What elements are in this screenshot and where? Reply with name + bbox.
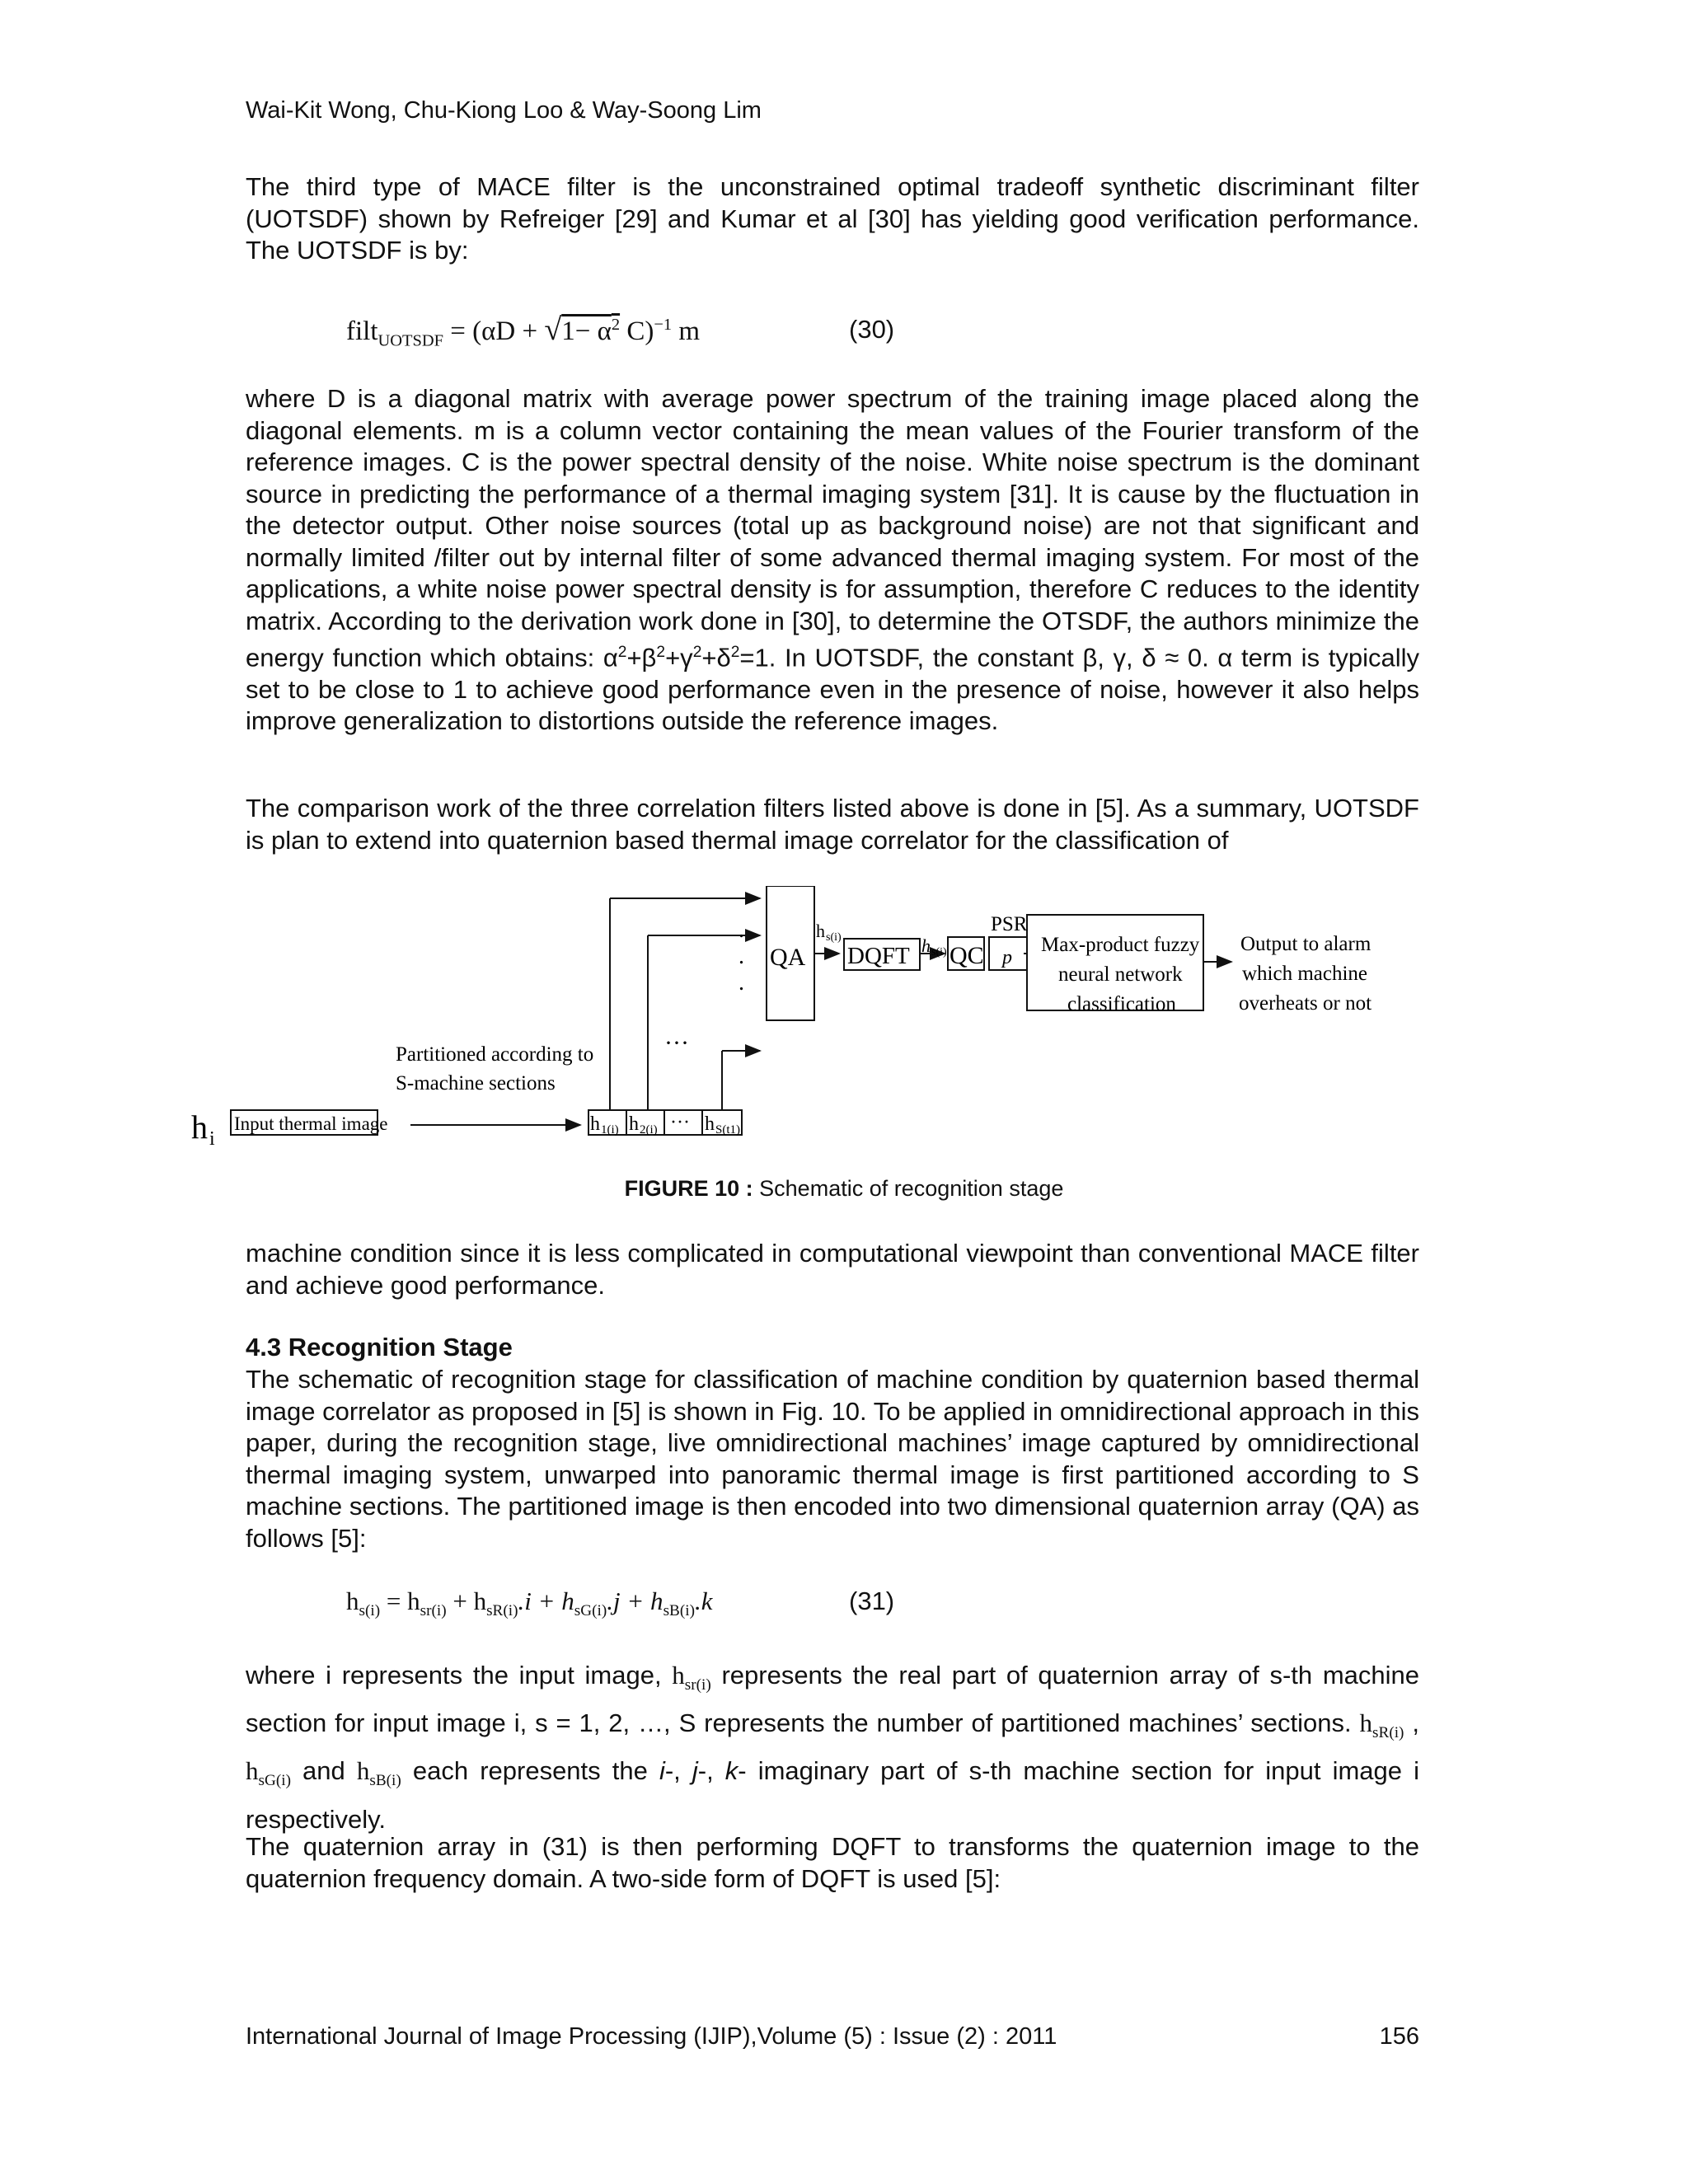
para2-text1: where D is a diagonal matrix with average power spectrum of the training image placed along the diagonal elements. m is a column vector containing the mean values of the Fourier transform of the reference images. C is the power spectral density of the noise. White noise spectrum is the dominant source in predicting the performance of a thermal imaging system [31]. It is cause by the fluctuation in the detector output. Other noise sources (total up as background noise) are not that significant and normally limited /filter out by internal filter of some advanced thermal imaging system. For most of the applications, a white noise power spectral density is for assumption, therefore C reduces to the identity matrix. According to the derivation work done in [30], to determine the OTSDF, the authors minimize the energy function which obtains: α <box>246 384 1419 673</box>
eq30-sub: UOTSDF <box>377 331 443 350</box>
p6-h3: h <box>246 1756 259 1786</box>
p6-h1: h <box>672 1661 685 1690</box>
caption-label: FIGURE 10 : <box>624 1176 753 1201</box>
hs-label: h <box>816 921 825 941</box>
figure-10-schematic <box>0 886 1688 1158</box>
hi-sub: i <box>209 1128 215 1150</box>
footer-journal: International Journal of Image Processing (IJIP),Volume (5) : Issue (2) : 2011 <box>246 2023 1057 2050</box>
p6-g: -, <box>697 1756 725 1786</box>
eq31-t2: .j + h <box>607 1586 663 1615</box>
cell-2-sub: 2(i) <box>640 1123 658 1137</box>
equation-30 <box>346 312 700 351</box>
p6-h1s: sr(i) <box>684 1676 711 1694</box>
equation-31 <box>346 1586 713 1620</box>
fuzzy-line-2: neural network <box>1058 963 1183 986</box>
p-label: p <box>1002 947 1012 968</box>
eq30-rhs1: = (αD + <box>450 316 545 346</box>
p6-h: - imaginary part of s-th machine section for input image i respectively. <box>246 1756 1419 1834</box>
para2-s3: 2 <box>692 644 702 661</box>
p6-h3s: sG(i) <box>258 1772 291 1790</box>
paragraph-dqft: The quaternion array in (31) is then performing DQFT to transforms the quaternion image to the quaternion frequency domain. A two-side form of DQFT is used [5]: <box>246 1832 1419 1893</box>
p6-h4s: sB(i) <box>369 1772 401 1790</box>
paragraph-machine-condition: machine condition since it is less complicated in computational viewpoint than conventional MACE filter and achieve good performance. <box>246 1239 1419 1300</box>
p6-i3: k <box>724 1756 738 1786</box>
cell-1: h <box>590 1113 600 1135</box>
p6-e: each represents the <box>401 1756 659 1786</box>
p6-d: and <box>290 1756 357 1786</box>
cell-3-sub: S(t1) <box>715 1123 740 1137</box>
qc-label: QC <box>950 942 984 969</box>
eq30-rad-sup: 2 <box>611 316 621 334</box>
figure-caption <box>0 1176 1688 1202</box>
eq30-radicand <box>561 316 620 346</box>
psr-label: PSR <box>991 913 1028 935</box>
p6-i1: i <box>659 1756 665 1786</box>
eq31-t3: .k <box>694 1586 713 1615</box>
paragraph-recognition-stage: The schematic of recognition stage for classification of machine condition by quaternion based thermal image correlator as proposed in [5] is shown in Fig. 10. To be applied in omnidirectional approach in this paper, during the recognition stage, live omnidirectional machines’ image captured by omnidirectional thermal imaging system, unwarped into panoramic thermal image is first partitioned according to S machine sections. The partitioned image is then encoded into two dimensional quaternion array (QA) as follows [5]: <box>246 1365 1419 1553</box>
paragraph-comparison: The comparison work of the three correlation filters listed above is done in [5]. As a summary, UOTSDF is plan to extend into quaternion based thermal image correlator for the classification of <box>246 794 1419 855</box>
p6-b: represents the real part of quaternion array of s-th machine section for input image i, s = 1, 2, …, S represents the number of partitioned machines’ sections. <box>246 1661 1419 1738</box>
eq30-rhs2: C) <box>620 316 654 346</box>
vertical-dot-1: . <box>738 917 744 943</box>
sqrt-symbol: √ <box>544 312 562 347</box>
eq31-s3: sG(i) <box>574 1602 607 1620</box>
output-line-3: overheats or not <box>1239 992 1372 1015</box>
eq30-exp: −1 <box>654 316 673 334</box>
hs-sub: s(i) <box>826 931 842 944</box>
eq30-rad: 1− α <box>561 316 612 346</box>
p6-h2s: sR(i) <box>1372 1724 1404 1742</box>
p6-i2: j <box>692 1756 698 1786</box>
caption-text: Schematic of recognition stage <box>753 1176 1064 1201</box>
page-footer <box>246 2023 1419 2050</box>
partition-label-1: Partitioned according to <box>396 1043 594 1066</box>
input-box-label: Input thermal image <box>234 1113 388 1134</box>
eq31-s4: sB(i) <box>663 1602 695 1620</box>
eq30-rhs3: m <box>672 316 700 346</box>
eq31-s1: sr(i) <box>420 1602 447 1620</box>
paragraph-quaternion-parts <box>246 1657 1419 1839</box>
qa-label: QA <box>770 944 806 971</box>
cell-1-sub: 1(i) <box>601 1123 619 1137</box>
cell-2: h <box>629 1113 639 1135</box>
running-header: Wai-Kit Wong, Chu-Kiong Loo & Way-Soong Lim <box>246 97 762 124</box>
fuzzy-line-1: Max-product fuzzy <box>1041 934 1200 956</box>
vertical-dot-2: . <box>738 944 744 969</box>
p6-h2: h <box>1359 1708 1373 1738</box>
mid-dots: ··· <box>664 1029 689 1057</box>
cell-dots: ··· <box>670 1112 690 1133</box>
para2-t4: +δ <box>701 643 731 673</box>
eq31-s2: sR(i) <box>486 1602 518 1620</box>
p6-c: , <box>1404 1708 1419 1738</box>
equation-30-number: (30) <box>849 315 895 344</box>
eq31-t1: .i + h <box>518 1586 574 1615</box>
para2-t2: +β <box>626 643 657 673</box>
vertical-dot-3: . <box>738 970 744 996</box>
dqft-label: DQFT <box>847 943 910 969</box>
output-line-1: Output to alarm <box>1240 933 1372 955</box>
p6-a: where i represents the input image, <box>246 1661 673 1690</box>
para2-s4: 2 <box>730 644 740 661</box>
section-heading: 4.3 Recognition Stage <box>246 1333 513 1361</box>
para2-s2: 2 <box>656 644 666 661</box>
eq31-eqs: = h <box>380 1586 420 1615</box>
eq31-h: h <box>346 1586 359 1615</box>
para2-s1: 2 <box>617 644 627 661</box>
p6-f: -, <box>664 1756 692 1786</box>
equation-31-number: (31) <box>849 1586 895 1615</box>
output-line-2: which machine <box>1242 963 1368 985</box>
eq31-p1: + h <box>446 1586 487 1615</box>
p6-h4: h <box>356 1756 370 1786</box>
partition-label-2: S-machine sections <box>396 1072 556 1094</box>
para2-t3: +γ <box>665 643 693 673</box>
hi-label: h <box>191 1108 208 1146</box>
hs2-label: h <box>921 935 931 956</box>
hs2-sub: s(i) <box>931 946 947 958</box>
para2-text2: =1. In UOTSDF, the constant β, γ, δ ≈ 0. α term is typically set to be close to 1 to achieve good performance even in the presence of noise, however it also helps improve generalization to distortions outside the reference images. <box>246 643 1419 736</box>
page-number: 156 <box>1379 2023 1419 2050</box>
paragraph-uotsdf-intro: The third type of MACE filter is the unconstrained optimal tradeoff synthetic discriminant filter (UOTSDF) shown by Refreiger [29] and Kumar et al [30] has yielding good verification performance. The UOTSDF is by: <box>246 172 1419 265</box>
cell-3: h <box>705 1113 715 1135</box>
paragraph-uotsdf-definitions <box>246 383 1419 738</box>
eq30-lhs: filt <box>346 316 378 346</box>
fuzzy-line-3: classification <box>1067 993 1176 1015</box>
eq31-s0: s(i) <box>359 1602 381 1620</box>
